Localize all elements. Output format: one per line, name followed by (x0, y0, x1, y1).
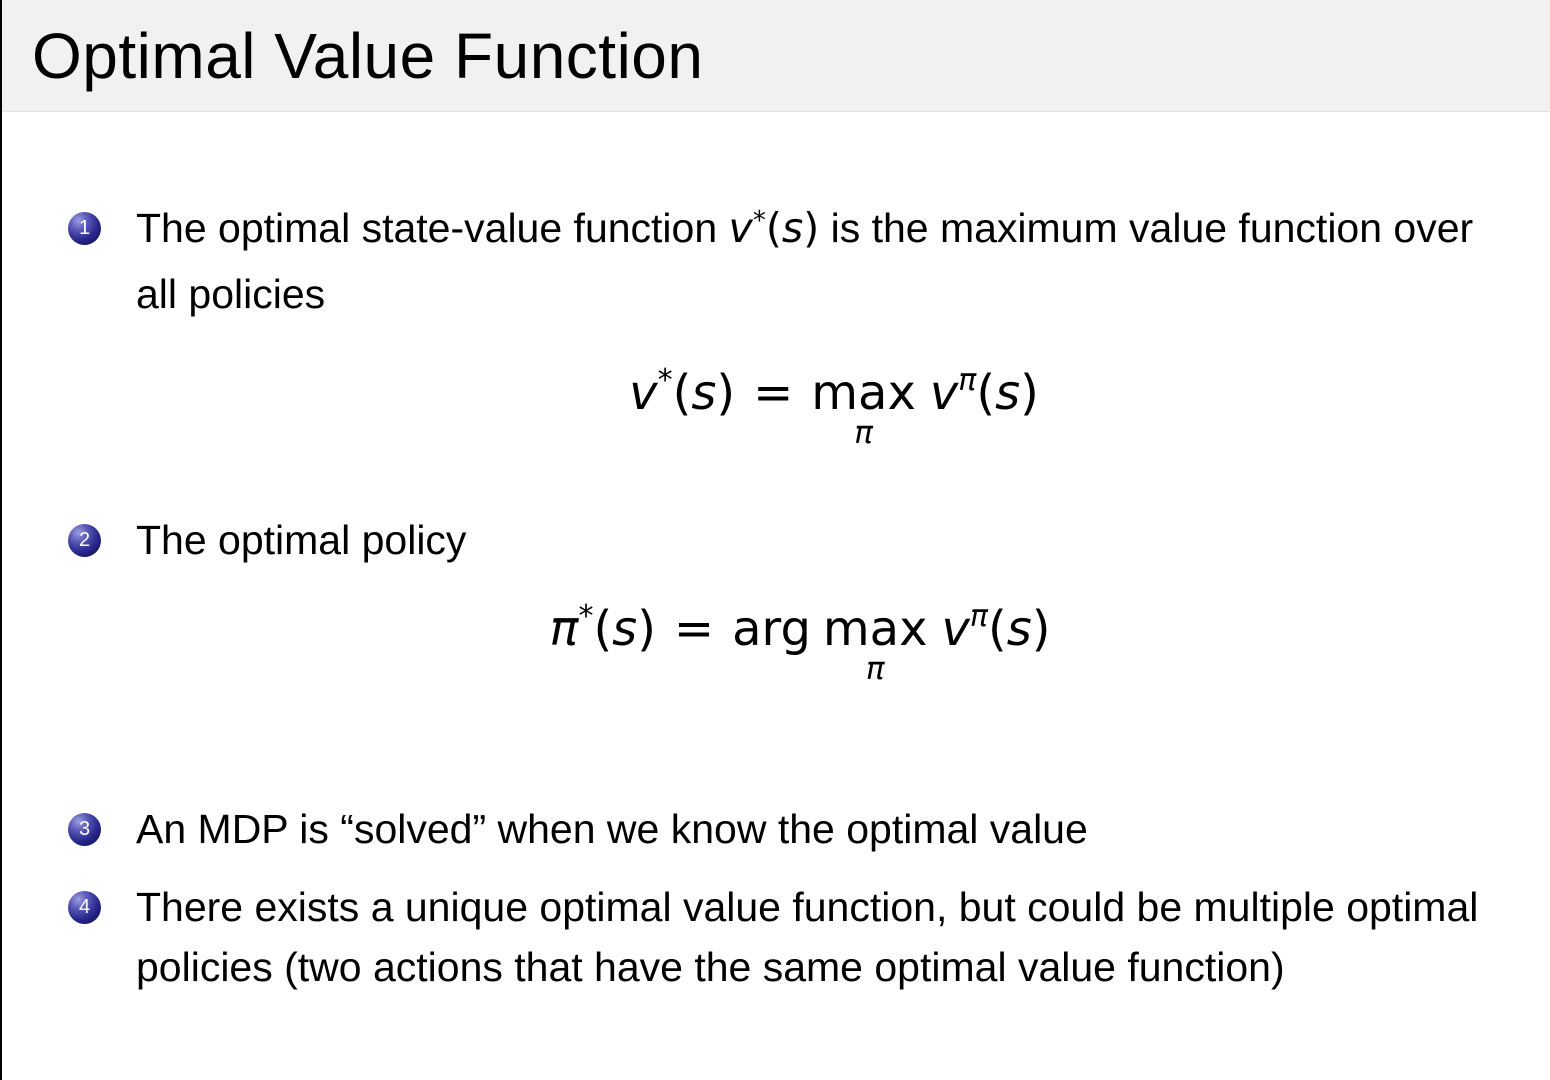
eq1-lparen: ( (672, 365, 692, 421)
ball-number-1: 1 (78, 216, 91, 239)
text-segment-pre: The optimal state-value function (136, 205, 729, 251)
eq2-rhs-rparen: ) (1031, 601, 1051, 657)
eq1-under-pi: π (854, 415, 873, 451)
eq1-rhs-s: s (995, 365, 1021, 421)
eq2-lparen: ( (593, 601, 613, 657)
display-equation-1 (629, 364, 1039, 457)
enumerate-ball-3-icon (68, 813, 101, 846)
eq2-under-pi: π (865, 651, 885, 687)
eq2-rhs-lparen: ( (987, 601, 1007, 657)
bullet-item-2 (2, 510, 1550, 570)
eq1-rhs-v: v (929, 365, 959, 421)
bullet-item-4 (2, 877, 1550, 997)
display-equation-2 (550, 600, 1051, 693)
eq2-lhs-s: s (612, 601, 638, 657)
bullet-item-3 (2, 799, 1550, 859)
eq1-rhs-rparen: ) (1020, 365, 1039, 421)
eq1-rparen: ) (716, 365, 736, 421)
display-equation-1-row (2, 324, 1550, 457)
eq2-rhs-sup-pi: π (969, 599, 988, 634)
eq1-lhs-v: v (629, 365, 658, 421)
ball-number-4: 4 (78, 895, 91, 918)
eq2-lhs-pi: π (549, 601, 579, 657)
math-var-v: v (728, 204, 753, 252)
eq2-rhs-v: v (941, 601, 970, 657)
eq1-lhs-s: s (691, 365, 717, 421)
text-segment-post: is the maximum value function over all policies (136, 205, 1474, 317)
ball-number-3: 3 (78, 817, 91, 840)
eq1-lhs-sup-star: * (657, 363, 673, 398)
bullet-text-2: The optimal policy (136, 517, 467, 563)
math-var-s: s (781, 204, 804, 252)
bullet-item-1 (2, 198, 1550, 324)
ball-number-2: 2 (78, 528, 91, 551)
slide-body (2, 198, 1550, 997)
enumerate-ball-2-icon (68, 524, 101, 557)
eq2-rparen: ) (637, 601, 656, 657)
slide-header (2, 0, 1550, 112)
math-paren-close: ) (803, 204, 820, 252)
math-paren-open: ( (765, 204, 782, 252)
eq2-max-operator (822, 600, 928, 687)
eq2-equals: = (673, 601, 715, 657)
eq2-rhs-s: s (1006, 601, 1032, 657)
enumerate-ball-4-icon (68, 891, 101, 924)
enumerate-ball-1-icon (68, 212, 101, 245)
bullet-text-3: An MDP is “solved” when we know the optimal value (136, 806, 1088, 852)
eq2-max-label: max (822, 601, 928, 657)
eq2-lhs-sup-star: * (578, 599, 594, 634)
eq1-max-operator (811, 364, 916, 451)
page-title: Optimal Value Function (32, 19, 704, 92)
display-equation-2-row (2, 570, 1550, 693)
eq1-rhs-lparen: ( (976, 365, 996, 421)
eq1-rhs-sup-pi: π (958, 363, 977, 398)
eq1-max-label: max (811, 365, 916, 421)
bullet-text-1 (136, 198, 1500, 324)
math-sup-star: * (752, 206, 766, 236)
bullet-text-4: There exists a unique optimal value function, but could be multiple optimal policies (two actions that have the same optimal value function) (136, 884, 1479, 990)
eq2-arg-label: arg (732, 601, 811, 657)
eq1-equals: = (753, 365, 794, 421)
